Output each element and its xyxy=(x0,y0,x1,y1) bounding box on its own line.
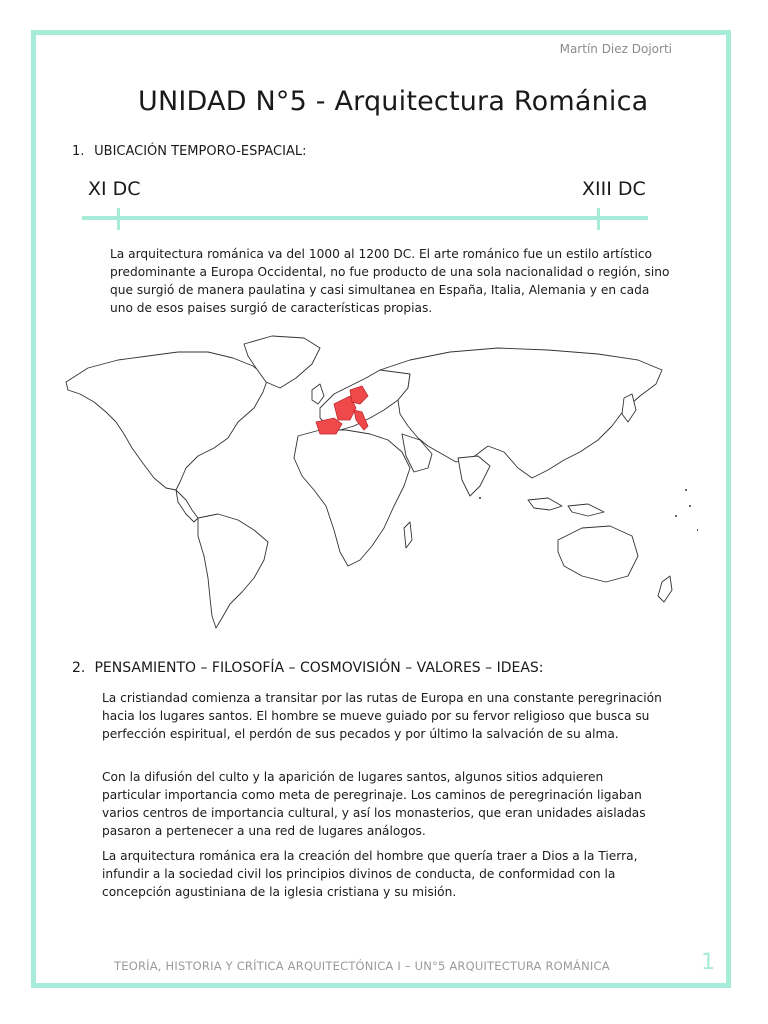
new-zealand-landmass xyxy=(658,576,672,602)
footer-text: TEORÍA, HISTORIA Y CRÍTICA ARQUITECTÓNICA I – UN°5 ARQUITECTURA ROMÁNICA xyxy=(114,959,610,973)
section-1-number: 1. xyxy=(72,144,85,159)
indonesia-landmass xyxy=(528,498,604,516)
timeline-start-label: XI DC xyxy=(88,178,141,200)
section-2-paragraph-1: La cristiandad comienza a transitar por las rutas de Europa en una constante peregrinación hacia los lugares santos. El hombre se mueve guiado por su fervor religioso que busca su perfección espiritual, el perdón de sus pecados y por último la salvación de su alma. xyxy=(102,691,662,741)
section-2-heading xyxy=(72,660,544,676)
south-america-landmass xyxy=(198,514,268,628)
uk-landmass xyxy=(312,384,324,404)
section-1-title: UBICACIÓN TEMPORO-ESPACIAL: xyxy=(94,144,307,159)
author-name: Martín Diez Dojorti xyxy=(559,42,672,56)
section-1-heading xyxy=(72,144,306,159)
madagascar-landmass xyxy=(404,522,412,548)
timeline-end-label: XIII DC xyxy=(582,178,646,200)
timeline-end-tick xyxy=(597,208,600,230)
section-2-title: PENSAMIENTO – FILOSOFÍA – COSMOVISIÓN – VALORES – IDEAS: xyxy=(94,660,544,676)
world-map xyxy=(58,330,698,630)
timeline-start-tick xyxy=(117,208,120,230)
section-1-paragraph: La arquitectura románica va del 1000 al 1200 DC. El arte románico fue un estilo artístico predominante a Europa Occidental, no fue producto de una sola nacionalidad o región, sino que surgió de manera paulatina y casi simultanea en España, Italia, Alemania y en cada uno de esos paises surgió de características propias. xyxy=(110,247,670,315)
africa-landmass xyxy=(294,430,410,566)
page-title: UNIDAD N°5 - Arquitectura Románica xyxy=(138,86,649,117)
page-number: 1 xyxy=(701,950,715,975)
india-landmass xyxy=(458,456,490,496)
timeline-line xyxy=(82,216,648,220)
north-america-landmass xyxy=(66,352,268,490)
section-2-paragraph-2: Con la difusión del culto y la aparición de lugares santos, algunos sitios adquieren particular importancia como meta de peregrinaje. Los caminos de peregrinación ligaban varios centros de importancia cultural, y así los monasterios, que eran unidades aisladas pasaron a pertenecer a una red de lugares análogos. xyxy=(102,770,646,838)
australia-landmass xyxy=(558,526,638,582)
section-2-paragraph-3: La arquitectura románica era la creación del hombre que quería traer a Dios a la Tierra, infundir a la sociedad civil los principios divinos de conducta, de conformidad con la concepción agustiniana de la iglesia cristiana y su misión. xyxy=(102,849,638,899)
section-2-number: 2. xyxy=(72,660,86,676)
central-america-landmass xyxy=(176,490,198,522)
